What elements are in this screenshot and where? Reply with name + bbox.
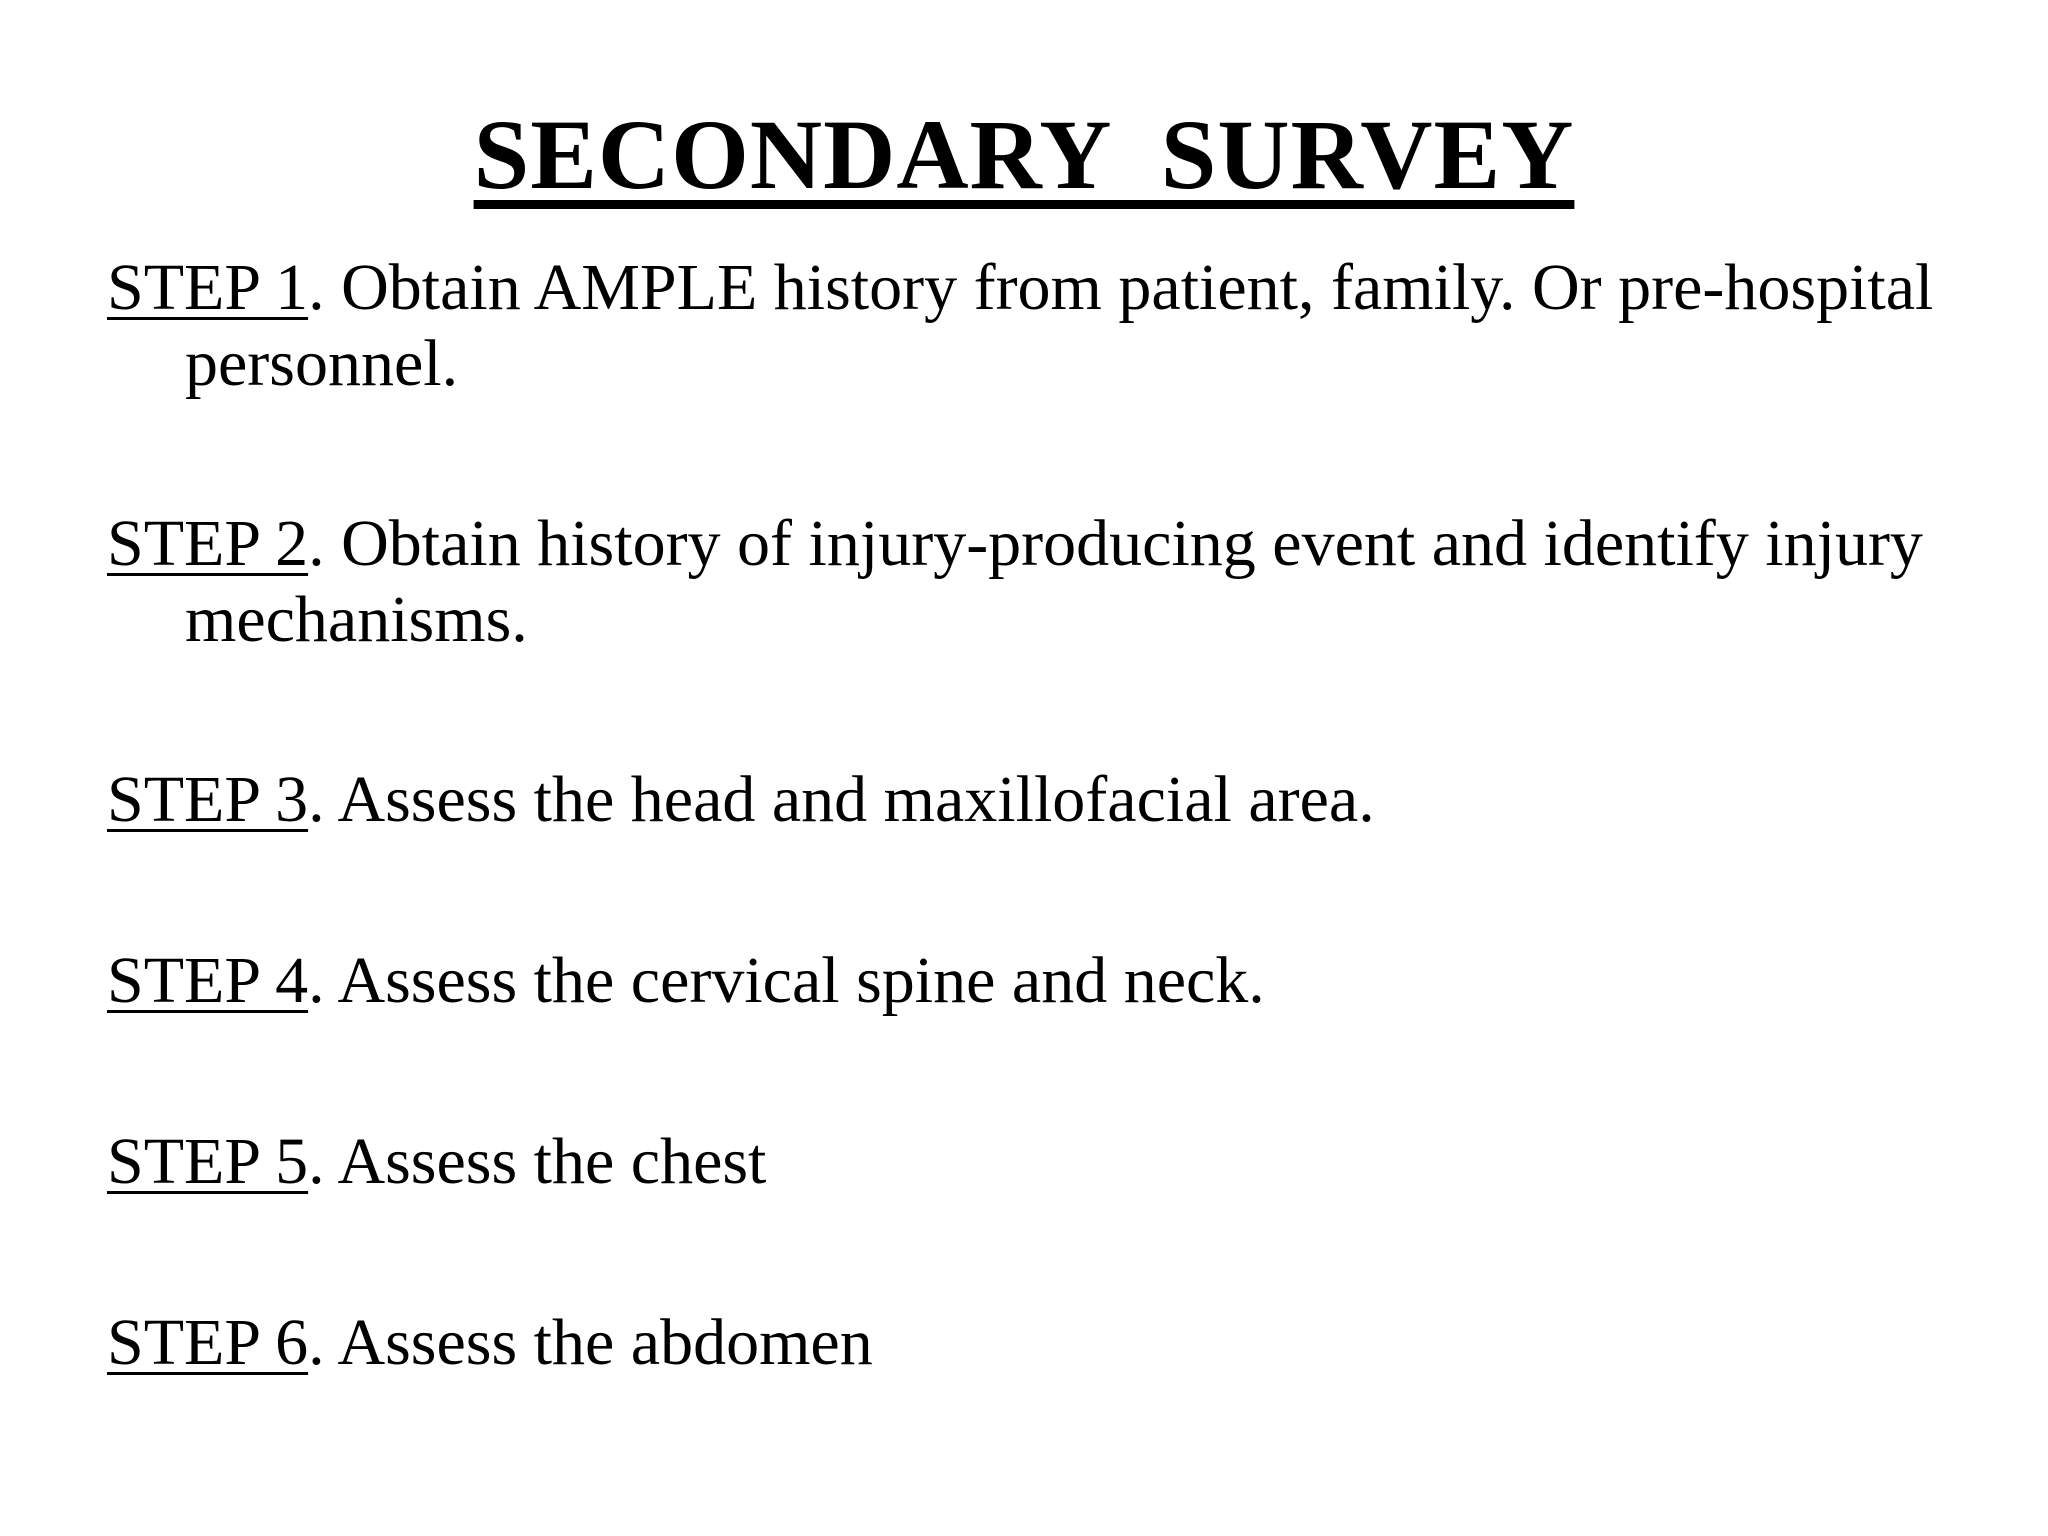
step-item-4	[107, 943, 2045, 1019]
slide-title	[0, 100, 2048, 210]
step-label-1: STEP 1	[107, 251, 309, 324]
slide-title-text: SECONDARY SURVEY	[473, 99, 1575, 210]
step-label-2: STEP 2	[107, 507, 309, 580]
step-text-1: . Obtain AMPLE history from patient, family. Or pre-hospital personnel.	[185, 251, 1934, 400]
step-text-5: . Assess the chest	[308, 1125, 767, 1198]
step-item-1	[107, 250, 2045, 402]
step-label-6: STEP 6	[107, 1306, 309, 1379]
step-label-3: STEP 3	[107, 763, 309, 836]
step-item-5	[107, 1124, 2045, 1200]
step-text-6: . Assess the abdomen	[308, 1306, 873, 1379]
step-text-3: . Assess the head and maxillofacial area.	[308, 763, 1375, 836]
step-label-4: STEP 4	[107, 944, 309, 1017]
step-label-5: STEP 5	[107, 1125, 309, 1198]
step-item-2	[107, 506, 2045, 658]
step-text-4: . Assess the cervical spine and neck.	[308, 944, 1265, 1017]
step-item-3	[107, 762, 2045, 838]
step-item-6	[107, 1305, 2045, 1381]
step-text-2: . Obtain history of injury-producing event and identify injury mechanisms.	[185, 507, 1923, 656]
